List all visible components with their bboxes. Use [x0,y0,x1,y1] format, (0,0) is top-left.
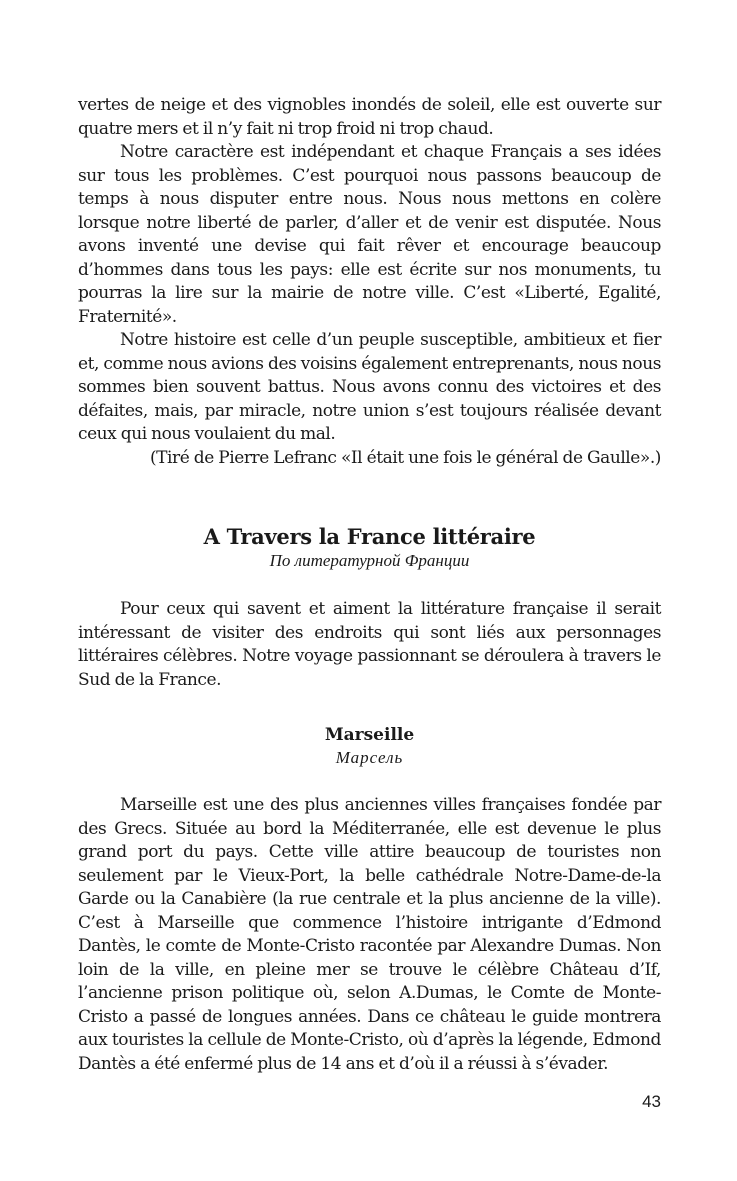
subsection-title: Marseille [324,725,415,745]
subsection-subtitle-russian: Марсель [335,748,404,767]
paragraph-continuation: vertes de neige et des vignobles inondés de soleil, elle est ouverte sur quatre mers et il n’y fait ni trop froid ni trop chaud. [78,95,661,139]
section-title: A Travers la France littéraire [203,524,536,549]
source-citation: (Tiré de Pierre Lefranc «Il était une fois le général de Gaulle».) [149,447,661,468]
text-block-marseille [78,794,661,1076]
paragraph-intro: Pour ceux qui savent et aiment la littérature française il serait intéressant de visiter des endroits qui sont liés aux personnages littéraires célèbres. Notre voyage passionnant se déroulera à travers le Sud de la France. [78,599,661,690]
paragraph-history: Notre histoire est celle d’un peuple susceptible, ambitieux et fier et, comme nous avions des voisins également entreprenants, nous nous sommes bien souvent battus. Nous avons connu des victoires et des défaites, mais, par miracle, notre union s’est toujours réalisée devant ceux qui nous voulaient du mal. [78,330,661,444]
section-subtitle-russian: По литературной Франции [269,551,470,570]
page-number: 43 [642,1092,661,1111]
paragraph-character: Notre caractère est indépendant et chaque Français a ses idées sur tous les problèmes. C’est pourquoi nous passons beaucoup de temps à nous disputer entre nous. Nous nous mettons en colère lorsque notre liberté de parler, d’aller et de venir est disputée. Nous avons inventé une devise qui fait rêver et encourage beaucoup d’hommes dans tous les pays: elle est écrite sur nos monuments, tu pourras la lire sur la mairie de notre ville. C’est «Liberté, Egalité, Fraternité». [78,142,661,327]
text-block-literary-france [78,598,661,692]
paragraph-marseille: Marseille est une des plus anciennes villes françaises fondée par des Grecs. Située au bord la Méditerranée, elle est devenue le plus grand port du pays. Cette ville attire beaucoup de touristes non seulement par le Vieux-Port, la belle cathédrale Notre-Dame-de-la Garde ou la Canabière (la rue centrale et la plus ancienne de la ville). C’est à Marseille que commence l’histoire intrigante d’Edmond Dantès, le comte de Monte-Cristo racontée par Alexandre Dumas. Non loin de la ville, en pleine mer se trouve le célèbre Château d’If, l’ancienne prison politique où, selon A.Dumas, le Comte de Monte-Cristo a passé de longues années. Dans ce château le guide montrera aux touristes la cellule de Monte-Cristo, où d’après la légende, Edmond Dantès a été enfermé plus de 14 ans et d’où il a réussi à s’évader. [78,795,661,1074]
text-block-intro [78,94,661,470]
